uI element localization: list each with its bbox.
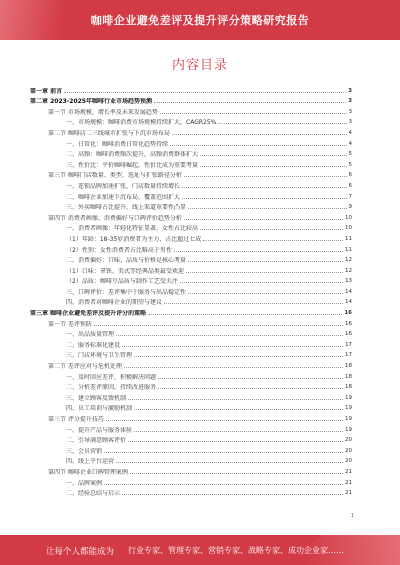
toc-leader-dots — [203, 240, 343, 241]
toc-entry[interactable] — [30, 275, 352, 286]
toc-entry-page: 16 — [345, 320, 352, 327]
toc-entry[interactable] — [30, 402, 352, 413]
toc-entry-page: 10 — [345, 225, 352, 232]
toc-entry-page: 12 — [345, 257, 352, 264]
toc-leader-dots — [104, 452, 343, 453]
toc-entry-page: 19 — [345, 426, 352, 433]
toc-leader-dots — [148, 314, 342, 315]
toc-entry[interactable] — [30, 222, 352, 233]
toc-entry-page: 6 — [348, 182, 352, 189]
toc-leader-dots — [200, 155, 346, 156]
toc-entry-label: 二、服务标准化建设 — [66, 341, 121, 349]
toc-leader-dots — [186, 272, 343, 273]
toc-entry[interactable] — [30, 370, 352, 381]
toc-leader-dots — [182, 198, 346, 199]
toc-entry-label: 第三节 咖啡门店数量、类型、选址与扩张路径分析 — [48, 172, 182, 180]
toc-entry[interactable] — [30, 423, 352, 434]
toc-heading: 内容目录 — [171, 58, 228, 73]
toc-entry[interactable] — [30, 190, 352, 201]
toc-leader-dots — [200, 166, 346, 167]
toc-entry-label: 三、会员营销 — [66, 447, 103, 455]
toc-entry-label: 四、消费者对咖啡企业的期望与建议 — [66, 299, 163, 307]
toc-entry-page: 5 — [348, 161, 352, 168]
toc-leader-dots — [130, 473, 343, 474]
toc-entry-page: 19 — [345, 416, 352, 422]
toc-entry-label: 一、及时回应差评，积极解决问题 — [66, 373, 157, 381]
toc-entry[interactable] — [30, 412, 352, 423]
toc-entry[interactable] — [30, 116, 352, 127]
toc-entry[interactable] — [30, 317, 352, 328]
toc-entry-label: 四、员工培训与激励机制 — [66, 405, 133, 413]
toc-leader-dots — [188, 293, 343, 294]
toc-entry-label: 三、口碑评价：差评集中于服务与出品稳定性 — [66, 288, 187, 296]
toc-entry-page: 21 — [345, 490, 352, 497]
toc-entry-page: 17 — [345, 352, 352, 359]
toc-entry-label: 三、建立顾客反馈机制 — [66, 394, 127, 402]
toc-leader-dots — [174, 251, 343, 252]
toc-entry-page: 18 — [345, 363, 352, 370]
toc-entry-label: 一、市场规模：咖啡消费市场规模持续扩大，CAGR25%... — [66, 119, 223, 127]
toc-entry[interactable] — [30, 201, 352, 212]
toc-entry-label: 二、消费偏好：口味、品质与价格是核心考量 — [66, 257, 187, 265]
toc-leader-dots — [124, 367, 343, 368]
toc-entry-page: 14 — [345, 299, 352, 306]
toc-entry-page: 11 — [345, 246, 352, 253]
toc-entry-page: 3 — [348, 87, 352, 94]
toc-entry[interactable] — [30, 306, 352, 317]
toc-entry-label: 第二章 2023-2025年咖啡行业市场趋势预测 — [30, 98, 152, 106]
toc-leader-dots — [188, 261, 343, 262]
toc-leader-dots — [184, 219, 343, 220]
toc-leader-dots — [184, 176, 347, 177]
toc-entry-label: 第一节 差评预防 — [48, 320, 92, 328]
toc-entry-page: 20 — [345, 458, 352, 465]
toc-leader-dots — [170, 145, 346, 146]
toc-entry-page: 21 — [345, 479, 352, 486]
toc-entry-page: 17 — [345, 341, 352, 348]
toc-leader-dots — [158, 388, 343, 389]
toc-leader-dots — [154, 102, 346, 103]
toc-entry-label: 一、提升产品与服务体验 — [66, 426, 133, 434]
toc-entry-page: 12 — [345, 267, 352, 274]
footer-banner — [0, 535, 400, 565]
toc-leader-dots — [134, 431, 343, 432]
toc-entry[interactable] — [30, 296, 352, 307]
toc-leader-dots — [134, 356, 343, 357]
toc-entry[interactable] — [30, 434, 352, 445]
toc-entry[interactable] — [30, 381, 352, 392]
toc-leader-dots — [128, 441, 343, 442]
toc-entry-label: 第四节 咖啡企业口碑管理案例 — [48, 468, 128, 476]
toc-leader-dots — [172, 134, 347, 135]
toc-entry-page: 3 — [348, 108, 352, 115]
toc-entry-page: 3 — [348, 119, 352, 126]
toc-entry-label: 四、线上平台运营 — [66, 458, 115, 466]
toc-entry-label: 一、消费者画像：年轻化特征显著，女性占比较高 — [66, 225, 199, 233]
toc-entry[interactable] — [30, 264, 352, 275]
toc-entry-label: 二、引导满意顾客评价 — [66, 437, 127, 445]
toc-leader-dots — [64, 92, 346, 93]
header-banner — [0, 0, 400, 40]
toc-entry-page: 6 — [348, 172, 352, 179]
toc-entry[interactable] — [30, 338, 352, 349]
toc-entry[interactable] — [30, 211, 352, 222]
toc-entry[interactable] — [30, 391, 352, 402]
toc-leader-dots — [116, 335, 343, 336]
toc-entry[interactable] — [30, 476, 352, 487]
toc-entry-page: 19 — [345, 394, 352, 401]
toc-entry-page: 20 — [345, 447, 352, 454]
footer-slogan: 让每个人都能成为 — [46, 547, 115, 557]
toc-entry[interactable] — [30, 254, 352, 265]
toc-entry[interactable] — [30, 444, 352, 455]
toc-entry[interactable] — [30, 169, 352, 180]
toc-entry-page: 16 — [344, 310, 352, 317]
toc-entry-page: 11 — [345, 235, 352, 242]
toc-entry-page: 16 — [345, 331, 352, 338]
toc-entry[interactable] — [30, 285, 352, 296]
page-number: 1 — [350, 513, 354, 519]
toc-entry-label: 三、性价比：平价咖啡崛起，性价比成为重要考量 — [66, 161, 199, 169]
toc-entry-label: 第三节 评分提升技巧 — [48, 416, 104, 423]
toc-leader-dots — [180, 282, 343, 283]
toc-entry-label: 二、咖啡企业加速下沉布局，覆盖范围扩大 — [66, 193, 181, 201]
toc-entry-label: 三、门店环境与卫生管理 — [66, 352, 133, 360]
toc-entry[interactable] — [30, 148, 352, 159]
toc-entry-page: 19 — [345, 405, 352, 412]
toc-leader-dots — [164, 303, 343, 304]
toc-leader-dots — [94, 325, 343, 326]
toc-entry-page: 5 — [348, 151, 352, 158]
toc-entry-page: 4 — [348, 140, 352, 147]
toc-entry-label: 第一节 市场规模、增长率及未来发展趋势 — [48, 108, 158, 116]
toc-leader-dots — [116, 462, 343, 463]
toc-entry[interactable] — [30, 359, 352, 370]
toc-entry[interactable] — [30, 487, 352, 498]
toc-entry-page: 18 — [345, 373, 352, 380]
toc-leader-dots — [182, 187, 346, 188]
toc-entry[interactable] — [30, 465, 352, 476]
toc-entry-label: （1）口味：拿铁、美式等经典品类最受欢迎 — [66, 267, 184, 275]
toc-leader-dots — [134, 409, 343, 410]
toc-entry-page: 21 — [345, 468, 352, 475]
toc-entry-label: 二、分析差评原因，持续改进服务 — [66, 384, 157, 392]
toc-leader-dots — [224, 123, 346, 124]
toc-entry-page: 7 — [348, 193, 352, 200]
toc-entry-label: 第二节 差评应对与危机处理 — [48, 363, 122, 371]
toc-entry-page: 4 — [348, 129, 352, 136]
toc-entry[interactable] — [30, 95, 352, 106]
toc-entry[interactable] — [30, 179, 352, 190]
toc-entry[interactable] — [30, 137, 352, 148]
toc-entry-page: 14 — [345, 288, 352, 295]
toc-entry[interactable] — [30, 84, 352, 95]
toc-entry-label: 一、品牌案例 — [66, 479, 103, 487]
toc-entry-page: 18 — [345, 384, 352, 391]
toc-entry-label: 二、经验总结与启示 — [66, 490, 121, 498]
toc-entry[interactable] — [30, 158, 352, 169]
toc-entry-label: 第三章 咖啡企业避免差评及提升评分的策略 — [30, 310, 147, 318]
footer-tagline: 行业专家、管理专家、营销专家、战略专家、成功企业家…… — [128, 546, 344, 555]
toc-entry-label: （1）年龄：18-35岁消费者为主力，占比超过七成 — [66, 235, 202, 243]
toc-entry-label: 第四节 消费者画像、消费偏好与口碑评价趋势分析 — [48, 214, 182, 222]
toc-entry[interactable] — [30, 126, 352, 137]
toc-entry-page: 20 — [345, 437, 352, 444]
toc-entry[interactable] — [30, 105, 352, 116]
toc-leader-dots — [160, 113, 347, 114]
toc-entry-label: 三、外卖咖啡占比提升，线上渠道重要性凸显 — [66, 204, 187, 212]
toc-leader-dots — [128, 399, 343, 400]
toc-entry[interactable] — [30, 232, 352, 243]
table-of-contents — [30, 84, 352, 497]
toc-leader-dots — [106, 420, 343, 421]
toc-entry-page: 10 — [345, 214, 352, 221]
toc-entry[interactable] — [30, 328, 352, 339]
toc-leader-dots — [200, 229, 343, 230]
document-title: 咖啡企业避免差评及提升评分策略研究报告 — [90, 14, 310, 27]
toc-entry-label: 一、连锁品牌加速扩张，门店数量持续增长 — [66, 182, 181, 190]
toc-leader-dots — [158, 378, 343, 379]
toc-entry-label: （2）性别：女性消费者占比略高于男性 — [66, 246, 172, 254]
toc-entry[interactable] — [30, 455, 352, 466]
toc-entry[interactable] — [30, 243, 352, 254]
toc-leader-dots — [122, 346, 343, 347]
toc-entry[interactable] — [30, 349, 352, 360]
toc-entry-page: 13 — [345, 278, 352, 285]
toc-entry-label: 第二节 咖啡店二三线城市扩张与下沉市场布局 — [48, 129, 170, 137]
toc-leader-dots — [104, 484, 343, 485]
toc-entry-label: 一、出品质量管理 — [66, 331, 115, 339]
toc-entry-label: 一、日常化：咖啡消费日常化趋势持续 — [66, 140, 169, 148]
toc-entry-label: （2）品质：咖啡豆品质与制作工艺受关注 — [66, 278, 178, 286]
toc-entry-label: 第一章 前言 — [30, 87, 63, 95]
toc-entry-page: 9 — [348, 204, 352, 211]
toc-leader-dots — [122, 494, 343, 495]
toc-entry-label: 二、高频：咖啡消费频次提升，高频消费群体扩大 — [66, 151, 199, 159]
toc-entry-page: 3 — [348, 98, 352, 105]
toc-leader-dots — [188, 208, 346, 209]
